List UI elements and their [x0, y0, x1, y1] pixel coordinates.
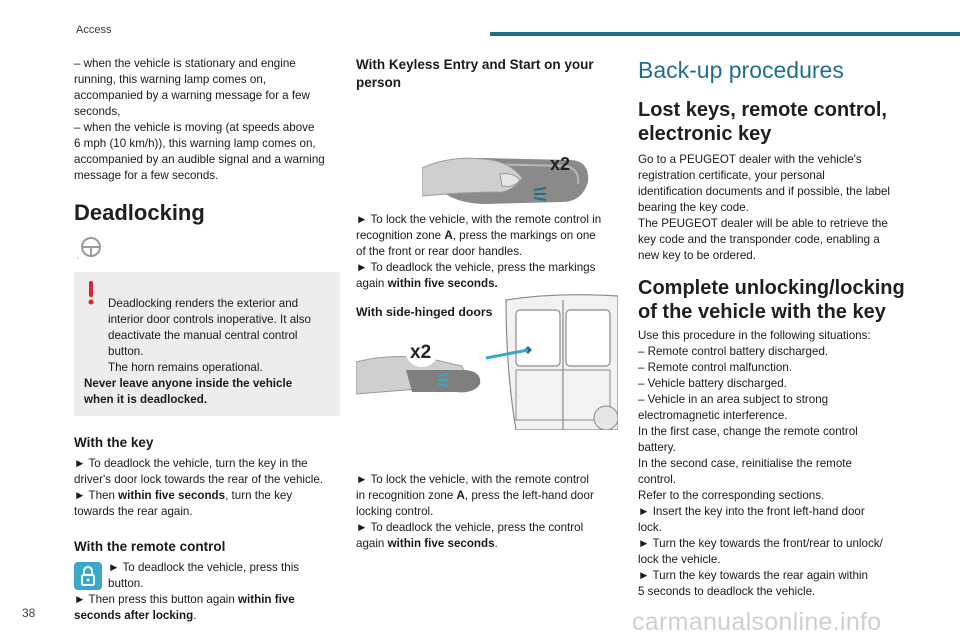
- warning-body: Deadlocking renders the exterior and interior door controls inoperative. It also deactivate the manual central control button. The horn remains operational.: [108, 297, 311, 374]
- step-text: ► To lock the vehicle, with the remote control in recognition zone: [356, 473, 589, 502]
- remote-step1: ► To deadlock the vehicle, press this button.: [108, 561, 300, 590]
- complete-heading: Complete unlocking/locking of the vehicle with the key: [638, 277, 905, 323]
- section-title: Access: [76, 24, 112, 36]
- padlock-button-icon: [74, 562, 102, 590]
- remote-heading: With the remote control: [74, 539, 226, 554]
- warning-box: [74, 272, 340, 416]
- step-end: .: [193, 609, 197, 622]
- watermark-text: carmanualsonline.info: [632, 608, 882, 636]
- step-bold: within five seconds: [387, 537, 495, 550]
- deadlocking-heading: Deadlocking: [74, 200, 205, 225]
- with-key-step1: ► To deadlock the vehicle, turn the key in the driver's door lock towards the rear of the vehicle.: [74, 457, 324, 486]
- step-bold: within five seconds after locking: [74, 593, 295, 622]
- keyless-heading: With Keyless Entry and Start on your person: [356, 57, 594, 90]
- door-handle-illustration: [422, 106, 608, 210]
- x2-label: x2: [550, 154, 571, 174]
- steering-wheel-icon: [74, 236, 104, 260]
- with-key-step2: [74, 488, 340, 520]
- step-text: , press the left-hand door locking control.: [356, 489, 594, 518]
- keyless-step1: [356, 212, 618, 260]
- warning-bold: Never leave anyone inside the vehicle when it is deadlocked.: [84, 377, 293, 406]
- keyless-step2: [356, 260, 618, 292]
- step-end: .: [494, 537, 498, 550]
- step-rest: , turn the key towards the rear again.: [74, 489, 293, 518]
- step-text: ► To deadlock the vehicle, press the markings again: [356, 261, 596, 290]
- lost-keys-text: Go to a PEUGEOT dealer with the vehicle's registration certificate, your personal identification documents and if possible, the label bearing the key code. The PEUGEOT dealer will be able to retrieve the key code and the transponder code, enabling a new key to be ordered.: [638, 153, 890, 262]
- step-text: ► To deadlock the vehicle, press the control again: [356, 521, 584, 550]
- complete-text: Use this procedure in the following situations: – Remote control battery discharged. – Remote control malfunction. – Vehicle battery discharged. – Vehicle in an area subject to strong electromagnetic interference. In the first case, change the remote control battery. In the second case, reinitialise the remote control. Refer to the corresponding sections. ► Insert the key into the front left-hand door lock. ► Turn the key towards the front/rear to unlock/ lock the vehicle. ► Turn the key towards the rear again within 5 seconds to deadlock the vehicle.: [638, 329, 883, 598]
- warning-text: [84, 280, 330, 376]
- zone-label: A: [456, 489, 465, 502]
- side-step2: [356, 520, 618, 552]
- x2-label-side: x2: [410, 342, 432, 363]
- exclamation-icon: [86, 280, 96, 306]
- column-3: [638, 56, 938, 600]
- column-2: [356, 56, 618, 552]
- page-header: [0, 0, 960, 40]
- page-number: 38: [22, 606, 36, 620]
- lost-keys-heading: Lost keys, remote control, electronic key: [638, 99, 887, 145]
- side-step1: [356, 472, 618, 520]
- step-text: ► To lock the vehicle, with the remote control in recognition zone: [356, 213, 602, 242]
- step-bold: within five seconds: [118, 489, 226, 502]
- zone-label: A: [444, 229, 453, 242]
- svg-text:↓: ↓: [76, 254, 80, 260]
- backup-heading: Back-up procedures: [638, 57, 844, 83]
- side-hinged-heading: With side-hinged doors: [356, 305, 493, 319]
- header-rule: [490, 32, 960, 36]
- intro-text: – when the vehicle is stationary and engine running, this warning lamp comes on, accompanied by a warning message for a few seconds, – when the vehicle is moving (at speeds above 6 mph (10 km/h)), this warning lamp comes on, accompanied by an audible signal and a warning message for a few seconds.: [74, 57, 325, 182]
- step-bold: within five seconds.: [387, 277, 498, 290]
- step-prefix: ► Then: [74, 489, 119, 502]
- remote-block: [74, 560, 340, 624]
- step-text: , press the markings on one of the front or rear door handles.: [356, 229, 596, 258]
- step-prefix: ► Then press this button again: [74, 593, 239, 606]
- remote-step2: [74, 592, 340, 624]
- column-1: [74, 56, 340, 624]
- rear-door-illustration: [356, 290, 618, 430]
- with-key-heading: With the key: [74, 435, 154, 450]
